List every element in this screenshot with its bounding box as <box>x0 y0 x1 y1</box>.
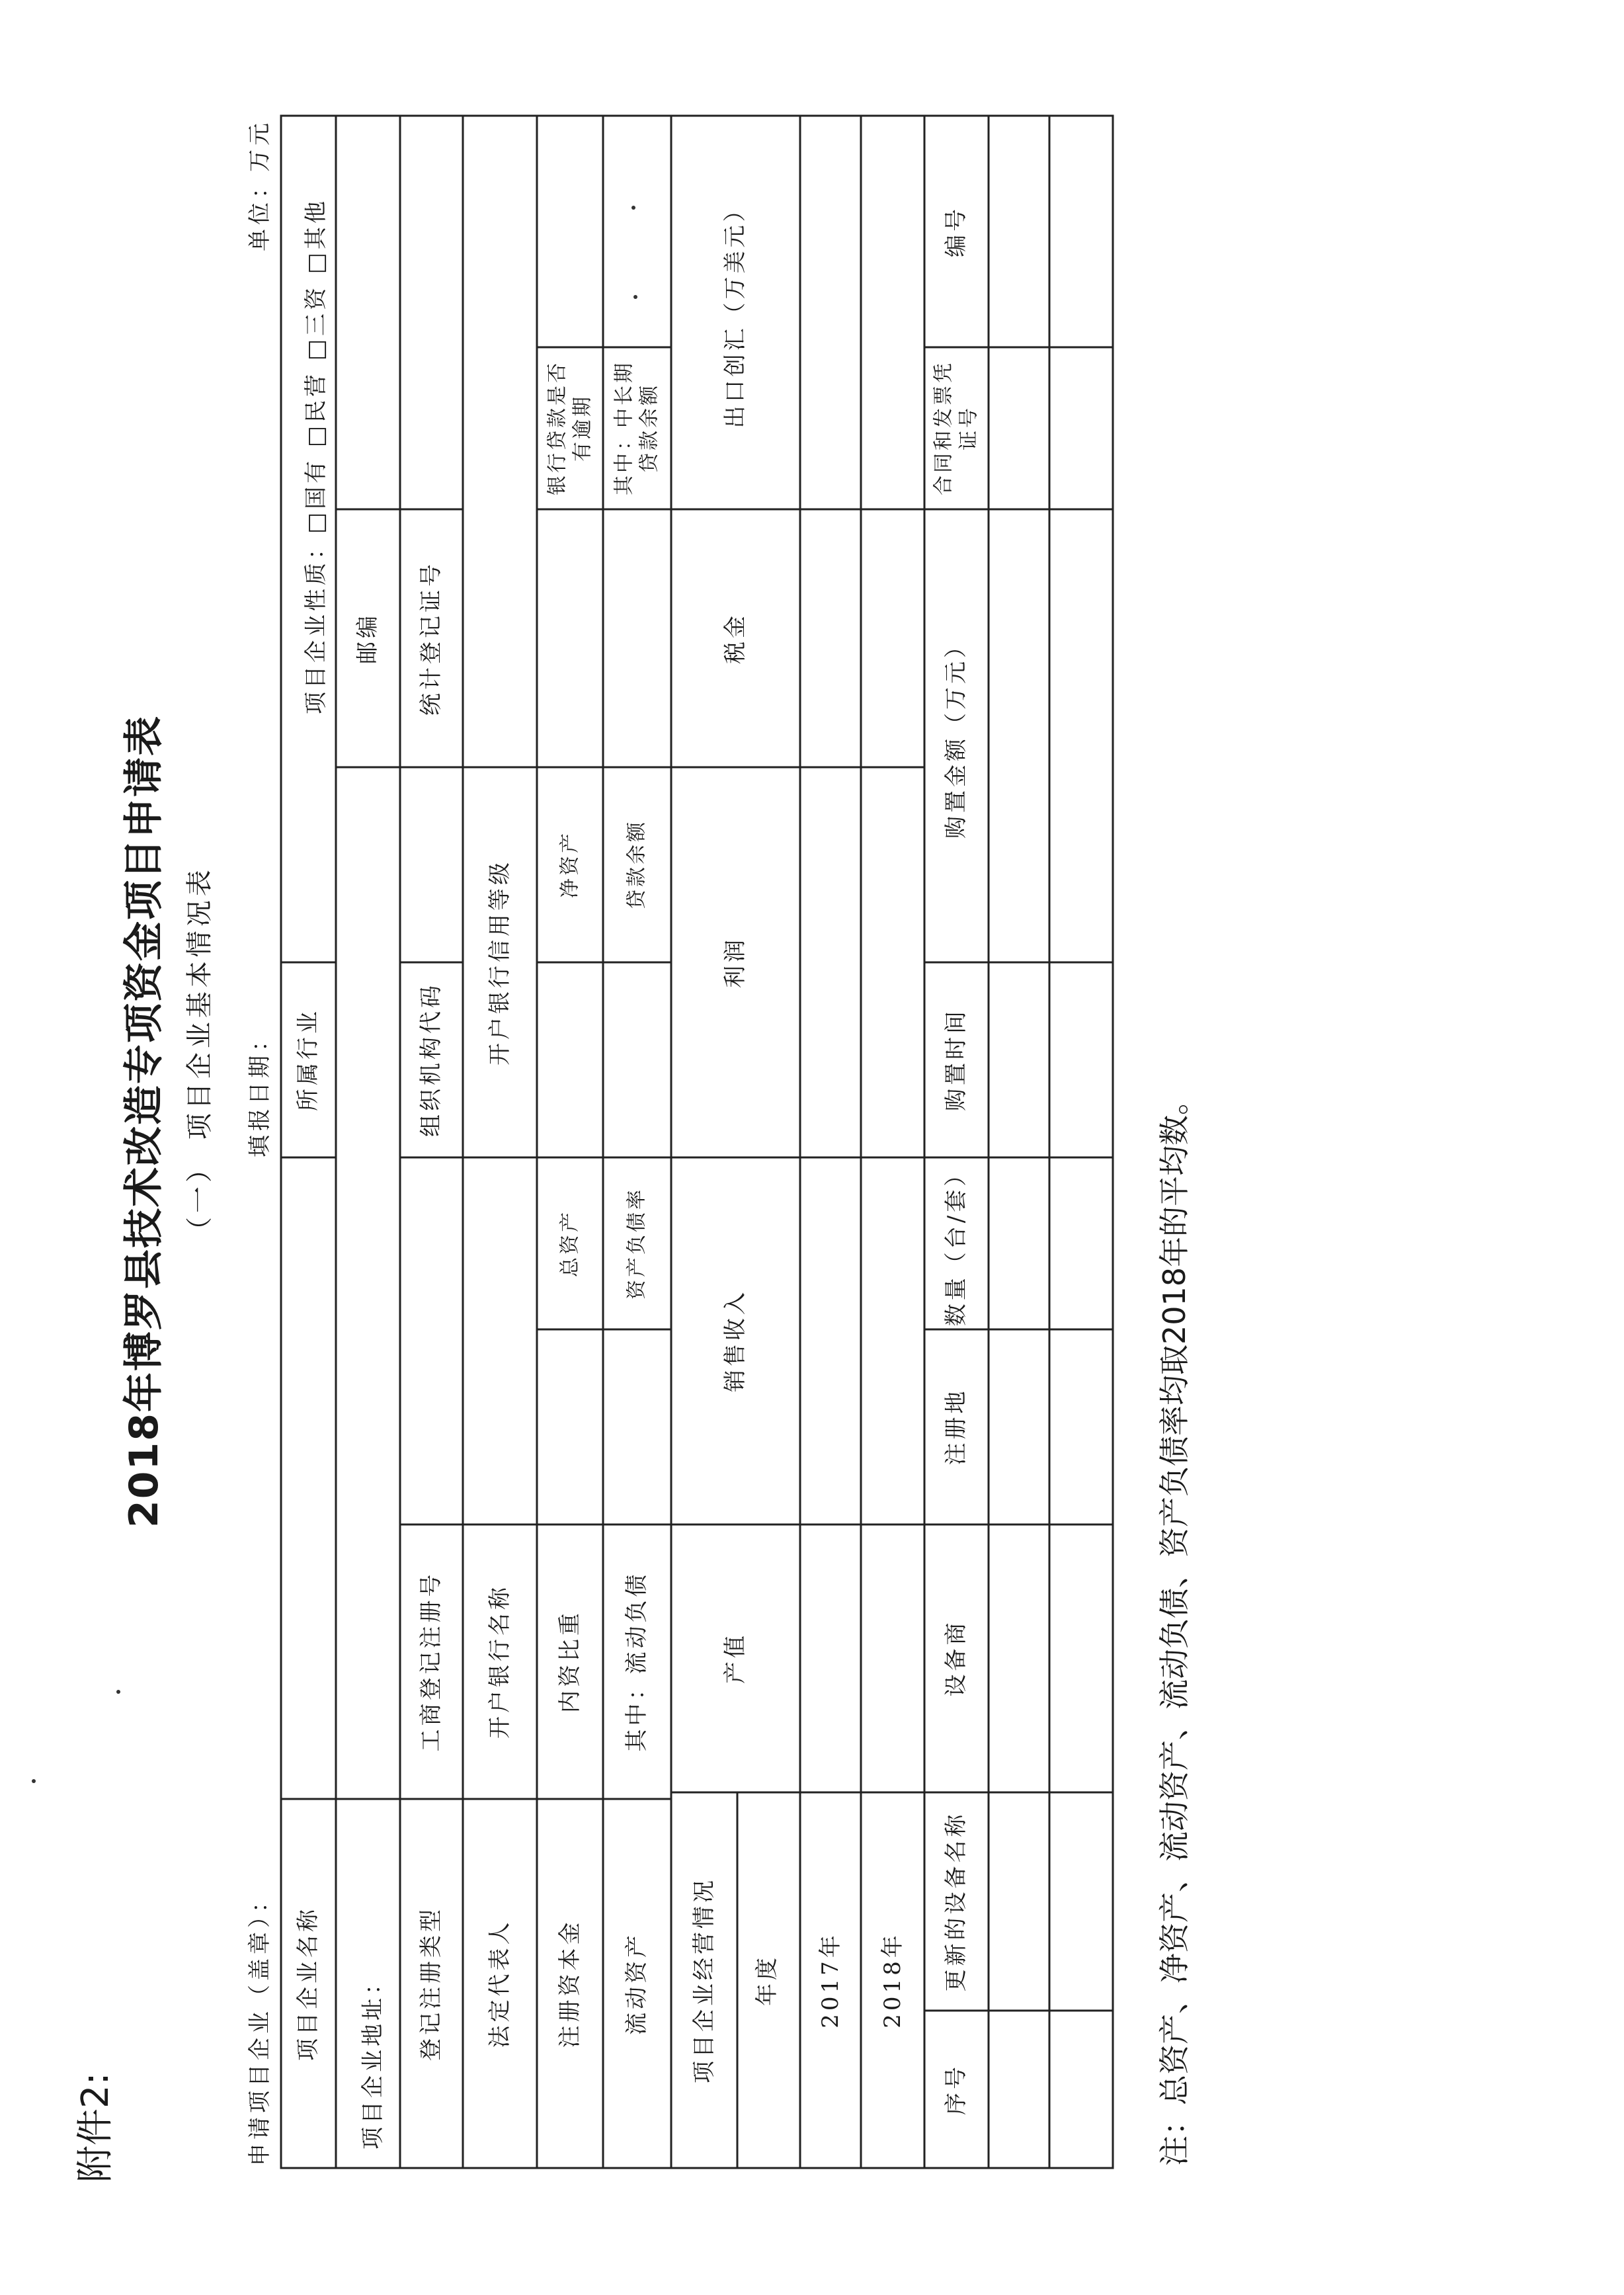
label-legal-rep: 法定代表人 <box>486 1919 513 2048</box>
unit-label: 单位：万元 <box>247 119 273 251</box>
fill-date-label: 填报日期： <box>247 1025 273 1157</box>
label-sales: 销售收入 <box>721 1289 749 1392</box>
label-company-name: 项目企业名称 <box>294 1906 321 2061</box>
label-industry: 所属行业 <box>294 1008 321 1111</box>
label-longterm-loan: 其中：中长期 贷款余额 <box>612 360 661 495</box>
label-loan-overdue: 银行贷款是否 有逾期 <box>546 360 594 495</box>
label-purchase-amount: 购置金额（万元） <box>942 632 969 839</box>
label-debt-ratio: 资产负债率 <box>625 1187 649 1300</box>
label-operations: 项目企业经营情况 <box>690 1877 717 2083</box>
label-contract-invoice: 合同和发票凭 证号 <box>932 360 980 495</box>
label-biz-reg-no: 工商登记注册号 <box>417 1571 444 1752</box>
label-org-code: 组织机构代码 <box>417 982 444 1137</box>
label-export: 出口创汇（万美元） <box>721 196 749 429</box>
attachment-label: 附件2: <box>74 2072 117 2183</box>
form-title: 2018年博罗县技术改造专项资金项目申请表 <box>121 715 167 1528</box>
label-tax: 税金 <box>721 612 749 664</box>
label-reg-place: 注册地 <box>942 1388 969 1466</box>
label-output-value: 产值 <box>721 1632 749 1684</box>
label-total-assets: 总资产 <box>558 1210 582 1277</box>
label-year: 年度 <box>753 1954 780 2006</box>
label-company-address: 项目企业地址： <box>360 1969 386 2149</box>
label-bank-name: 开户银行名称 <box>486 1584 513 1739</box>
section-title: （一） 项目企业基本情况表 <box>184 866 215 1243</box>
label-stat-reg-no: 统计登记证号 <box>417 561 444 716</box>
label-bank-credit: 开户银行信用等级 <box>486 859 513 1065</box>
label-loan-balance: 贷款余额 <box>625 819 649 909</box>
label-profit: 利润 <box>721 937 749 988</box>
label-quantity: 数量（台/套） <box>942 1160 969 1327</box>
label-net-assets: 净资产 <box>558 831 582 898</box>
footnote: 注：总资产、净资产、流动资产、流动负债、资产负债率均取2018年的平均数。 <box>1157 1084 1192 2166</box>
label-postcode: 邮编 <box>354 612 381 664</box>
label-reg-type: 登记注册类型 <box>417 1906 444 2061</box>
label-seq: 序号 <box>942 2064 969 2115</box>
label-serial-no: 编号 <box>942 206 969 257</box>
label-year-2018: 2018年 <box>879 1932 906 2028</box>
label-purchase-time: 购置时间 <box>942 1008 969 1111</box>
applicant-label: 申请项目企业（盖章）： <box>247 1886 273 2166</box>
label-year-2017: 2017年 <box>817 1932 844 2028</box>
label-equipment-name: 更新的设备名称 <box>942 1811 969 1992</box>
label-supplier: 设备商 <box>942 1619 969 1697</box>
label-current-assets: 流动资产 <box>623 1932 650 2035</box>
label-reg-capital: 注册资本金 <box>556 1919 583 2048</box>
label-current-liabilities: 其中：流动负债 <box>623 1571 650 1752</box>
label-domestic-ratio: 内资比重 <box>556 1610 583 1713</box>
label-company-nature: 项目企业性质：□国有 □民营 □三资 □其他 <box>303 198 329 714</box>
